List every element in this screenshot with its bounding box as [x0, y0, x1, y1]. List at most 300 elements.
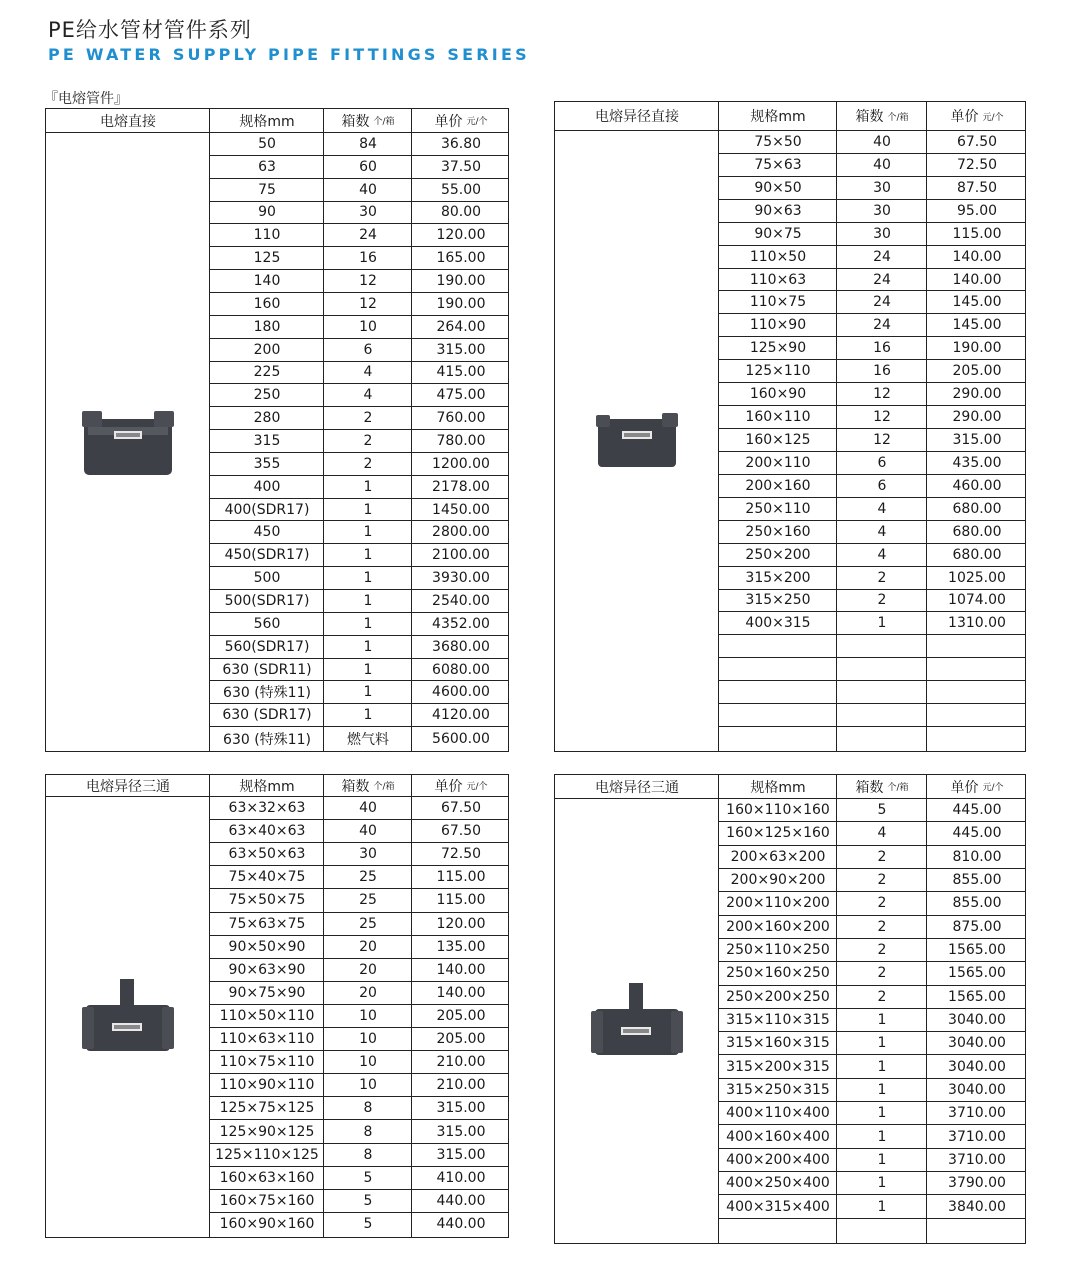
spec-cell: 315×160×315 [726, 1035, 830, 1052]
box-qty-cell: 25 [359, 892, 377, 909]
unit-price-cell: 440.00 [436, 1192, 486, 1209]
table-row [719, 567, 1025, 590]
table-row [719, 246, 1025, 269]
spec-cell: 160×110×160 [726, 802, 830, 819]
unit-price-cell: 190.00 [436, 295, 486, 312]
spec-cell: 630 (特殊11) [223, 685, 311, 702]
spec-cell: 110×63 [749, 271, 807, 288]
table-row [210, 156, 508, 179]
box-qty-cell: 16 [359, 250, 377, 267]
table-row [210, 476, 508, 499]
spec-cell: 315×110×315 [726, 1011, 830, 1028]
spec-cell: 160×63×160 [219, 1169, 315, 1186]
table-row [719, 177, 1025, 200]
box-qty-cell: 20 [359, 961, 377, 978]
unit-price-cell: 1200.00 [432, 455, 490, 472]
box-qty-cell: 20 [359, 938, 377, 955]
spec-cell [719, 727, 837, 750]
box-qty-cell: 5 [877, 802, 887, 819]
table-row [210, 590, 508, 613]
box-qty-cell [837, 658, 927, 680]
box-qty-cell: 1 [363, 661, 373, 678]
box-qty-cell [837, 635, 927, 657]
table-body [210, 133, 508, 751]
table-row [719, 1219, 1025, 1242]
unit-price-cell: 460.00 [952, 477, 1002, 494]
spec-cell: 75×50×75 [228, 892, 306, 909]
header-product-name [46, 109, 210, 132]
box-qty-cell: 5 [363, 1169, 373, 1186]
header-spec [210, 775, 324, 796]
spec-cell: 450 [253, 524, 281, 541]
spec-cell: 400×250×400 [726, 1175, 830, 1192]
box-qty-cell: 84 [359, 135, 377, 152]
unit-price-cell: 95.00 [956, 202, 998, 219]
spec-cell: 125×75×125 [219, 1100, 315, 1117]
spec-cell: 160×125×160 [726, 825, 830, 842]
table-row [210, 636, 508, 659]
spec-cell: 125×90 [749, 340, 807, 357]
table-row [210, 889, 508, 912]
header-spec-label: 规格mm [750, 779, 806, 796]
spec-cell: 160 [253, 295, 281, 312]
column-divider [836, 775, 837, 1243]
table-row [719, 131, 1025, 154]
box-qty-cell: 10 [359, 318, 377, 335]
spec-cell: 250×200×250 [726, 988, 830, 1005]
table-row [719, 916, 1025, 939]
box-qty-cell: 24 [873, 271, 891, 288]
unit-price-cell: 120.00 [436, 227, 486, 244]
header-unit-price-label: 单价 [950, 109, 979, 125]
table-row [210, 247, 508, 270]
table-row [719, 1195, 1025, 1218]
spec-cell: 160×110 [745, 409, 811, 426]
box-qty-cell: 10 [359, 1031, 377, 1048]
unit-price-cell: 120.00 [436, 915, 486, 932]
spec-cell [719, 658, 837, 680]
unit-price-cell: 72.50 [440, 846, 482, 863]
box-qty-cell: 30 [359, 204, 377, 221]
unit-price-cell: 67.50 [440, 800, 482, 817]
spec-cell: 400×200×400 [726, 1151, 830, 1168]
table-row [719, 1172, 1025, 1195]
box-qty-cell: 1 [363, 707, 373, 724]
table-row [719, 544, 1025, 567]
price-table-reducing-tee-left [45, 774, 509, 1238]
unit-price-cell [927, 681, 1027, 703]
box-qty-cell: 1 [363, 615, 373, 632]
table-row [210, 384, 508, 407]
spec-cell: 125 [253, 250, 281, 267]
column-divider [926, 102, 927, 751]
unit-price-cell: 190.00 [952, 340, 1002, 357]
spec-cell: 400(SDR17) [224, 501, 310, 518]
spec-cell: 63×32×63 [228, 800, 306, 817]
unit-price-cell: 3040.00 [948, 1035, 1006, 1052]
table-row [719, 498, 1025, 521]
table-row [210, 270, 508, 293]
unit-price-cell: 140.00 [436, 984, 486, 1001]
header-box-qty [324, 775, 412, 796]
spec-cell: 250×160×250 [726, 965, 830, 982]
box-qty-cell: 2 [877, 895, 887, 912]
unit-price-cell: 440.00 [436, 1216, 486, 1233]
spec-cell: 125×110×125 [215, 1146, 319, 1163]
spec-cell: 75×63 [754, 156, 802, 173]
unit-price-cell: 205.00 [952, 363, 1002, 380]
unit-price-cell: 315.00 [436, 341, 486, 358]
unit-price-cell: 210.00 [436, 1077, 486, 1094]
unit-price-cell: 3790.00 [948, 1175, 1006, 1192]
table-row [719, 429, 1025, 452]
unit-price-cell: 205.00 [436, 1007, 486, 1024]
box-qty-cell: 10 [359, 1077, 377, 1094]
unit-price-cell: 140.00 [952, 271, 1002, 288]
header-box-qty [324, 109, 412, 132]
header-spec-label: 规格mm [750, 109, 806, 125]
unit-price-cell: 4600.00 [432, 684, 490, 701]
unit-price-cell: 37.50 [440, 158, 482, 175]
table-row [210, 1213, 508, 1236]
unit-price-cell: 780.00 [436, 432, 486, 449]
unit-price-cell: 145.00 [952, 317, 1002, 334]
spec-cell: 160×75×160 [219, 1192, 315, 1209]
table-row [210, 727, 508, 750]
spec-cell: 400×315 [745, 615, 811, 632]
unit-price-cell: 3040.00 [948, 1081, 1006, 1098]
spec-cell: 500 [253, 570, 281, 587]
unit-price-cell [927, 635, 1027, 657]
table-header [555, 102, 1025, 131]
header-product-name-label: 电熔异径三通 [86, 778, 170, 795]
box-qty-cell: 2 [363, 410, 373, 427]
table-row [210, 499, 508, 522]
spec-cell: 355 [253, 455, 281, 472]
table-row [210, 613, 508, 636]
unit-price-cell: 3680.00 [432, 638, 490, 655]
header-product-name-label: 电熔直接 [100, 113, 156, 130]
spec-cell: 125×110 [745, 363, 811, 380]
table-row [719, 314, 1025, 337]
spec-cell: 630 (SDR17) [222, 707, 312, 724]
column-divider [323, 775, 324, 1237]
box-qty-cell: 燃气料 [347, 731, 389, 748]
unit-price-cell: 2540.00 [432, 592, 490, 609]
unit-price-cell: 55.00 [440, 181, 482, 198]
spec-cell: 500(SDR17) [224, 592, 310, 609]
column-divider [718, 102, 719, 751]
section-label: 『电熔管件』 [44, 91, 128, 107]
spec-cell: 75×40×75 [228, 869, 306, 886]
spec-cell: 315×200 [745, 569, 811, 586]
table-row [719, 799, 1025, 822]
unit-price-cell: 680.00 [952, 546, 1002, 563]
table-row [719, 869, 1025, 892]
table-row [210, 843, 508, 866]
unit-price-cell: 1565.00 [948, 942, 1006, 959]
spec-cell: 315 [253, 432, 281, 449]
spec-cell: 225 [253, 364, 281, 381]
table-row [719, 1149, 1025, 1172]
table-body [719, 799, 1025, 1243]
unit-price-cell: 6080.00 [432, 661, 490, 678]
box-qty-cell: 2 [877, 872, 887, 889]
box-qty-cell: 6 [877, 454, 887, 471]
box-qty-cell: 12 [873, 409, 891, 426]
table-row [719, 727, 1025, 750]
box-qty-cell: 1 [363, 570, 373, 587]
table-row [719, 360, 1025, 383]
spec-cell: 200 [253, 341, 281, 358]
header-spec [719, 102, 837, 130]
header-box-qty [837, 102, 927, 130]
table-row [719, 475, 1025, 498]
table-row [210, 1190, 508, 1213]
box-qty-cell: 30 [873, 225, 891, 242]
header-unit-price-unit: 元/个 [466, 117, 488, 127]
table-row [210, 521, 508, 544]
table-row [719, 383, 1025, 406]
spec-cell: 50 [258, 135, 276, 152]
box-qty-cell: 4 [877, 825, 887, 842]
box-qty-cell: 1 [363, 524, 373, 541]
box-qty-cell: 24 [873, 317, 891, 334]
unit-price-cell: 115.00 [436, 869, 486, 886]
spec-cell: 200×110 [745, 454, 811, 471]
box-qty-cell: 4 [363, 387, 373, 404]
unit-price-cell: 145.00 [952, 294, 1002, 311]
box-qty-cell: 30 [359, 846, 377, 863]
page-subtitle-english: PE WATER SUPPLY PIPE FITTINGS SERIES [48, 45, 530, 64]
unit-price-cell: 140.00 [952, 248, 1002, 265]
box-qty-cell [837, 681, 927, 703]
box-qty-cell: 6 [363, 341, 373, 358]
unit-price-cell: 210.00 [436, 1054, 486, 1071]
unit-price-cell: 36.80 [440, 135, 482, 152]
table-row [210, 179, 508, 202]
table-row [719, 1125, 1025, 1148]
box-qty-cell: 1 [877, 1011, 887, 1028]
spec-cell: 75×50 [754, 133, 802, 150]
box-qty-cell: 2 [877, 569, 887, 586]
column-divider [209, 109, 210, 751]
unit-price-cell: 115.00 [952, 225, 1002, 242]
header-spec-label: 规格mm [239, 113, 295, 130]
header-box-qty-label: 箱数 [855, 779, 884, 796]
box-qty-cell: 8 [363, 1123, 373, 1140]
header-unit-price [927, 775, 1027, 798]
table-row [719, 704, 1025, 727]
box-qty-cell: 12 [873, 386, 891, 403]
tee-fitting-icon [591, 983, 683, 1059]
spec-cell: 90×63 [754, 202, 802, 219]
box-qty-cell: 2 [877, 942, 887, 959]
spec-cell: 110×63×110 [219, 1031, 315, 1048]
header-unit-price-label: 单价 [434, 113, 463, 130]
spec-cell: 315×250 [745, 592, 811, 609]
unit-price-cell [927, 704, 1027, 726]
table-row [719, 846, 1025, 869]
coupler-fitting-icon [82, 407, 174, 477]
spec-cell: 250×110×250 [726, 942, 830, 959]
box-qty-cell: 60 [359, 158, 377, 175]
table-row [210, 820, 508, 843]
unit-price-cell [927, 1219, 1027, 1242]
spec-cell: 140 [253, 273, 281, 290]
table-row [210, 1097, 508, 1120]
box-qty-cell: 30 [873, 202, 891, 219]
unit-price-cell: 2178.00 [432, 478, 490, 495]
spec-cell [719, 1219, 837, 1242]
table-row [210, 913, 508, 936]
spec-cell: 63×50×63 [228, 846, 306, 863]
spec-cell: 110×75 [749, 294, 807, 311]
unit-price-cell: 680.00 [952, 500, 1002, 517]
unit-price-cell: 205.00 [436, 1031, 486, 1048]
table-header [555, 775, 1025, 799]
spec-cell: 250 [253, 387, 281, 404]
unit-price-cell: 410.00 [436, 1169, 486, 1186]
spec-cell: 90×75×90 [228, 984, 306, 1001]
table-row [210, 959, 508, 982]
table-row [719, 154, 1025, 177]
spec-cell: 75×63×75 [228, 915, 306, 932]
table-row [210, 704, 508, 727]
table-row [210, 1028, 508, 1051]
box-qty-cell: 16 [873, 363, 891, 380]
box-qty-cell: 40 [873, 156, 891, 173]
box-qty-cell: 1 [363, 592, 373, 609]
table-row [210, 316, 508, 339]
spec-cell: 90×50×90 [228, 938, 306, 955]
spec-cell: 400×110×400 [726, 1105, 830, 1122]
box-qty-cell: 24 [359, 227, 377, 244]
box-qty-cell: 1 [363, 638, 373, 655]
header-product-name [555, 102, 719, 130]
unit-price-cell: 1450.00 [432, 501, 490, 518]
table-row [210, 544, 508, 567]
box-qty-cell: 16 [873, 340, 891, 357]
spec-cell: 200×110×200 [726, 895, 830, 912]
header-box-qty-unit: 个/箱 [373, 117, 395, 127]
box-qty-cell: 1 [877, 615, 887, 632]
box-qty-cell: 6 [877, 477, 887, 494]
header-unit-price-unit: 元/个 [982, 112, 1004, 123]
unit-price-cell: 190.00 [436, 273, 486, 290]
table-header [46, 775, 508, 797]
unit-price-cell: 290.00 [952, 386, 1002, 403]
unit-price-cell: 135.00 [436, 938, 486, 955]
spec-cell: 200×63×200 [730, 848, 826, 865]
box-qty-cell: 1 [877, 1105, 887, 1122]
header-product-name [46, 775, 210, 796]
spec-cell: 560(SDR17) [224, 638, 310, 655]
box-qty-cell: 4 [877, 500, 887, 517]
column-divider [411, 109, 412, 751]
box-qty-cell [837, 727, 927, 750]
header-unit-price-unit: 元/个 [982, 783, 1004, 793]
reducer-fitting-icon [596, 413, 678, 469]
box-qty-cell: 4 [363, 364, 373, 381]
table-row [210, 659, 508, 682]
header-box-qty-unit: 个/箱 [373, 782, 395, 792]
spec-cell: 90×63×90 [228, 961, 306, 978]
table-row [719, 590, 1025, 613]
table-row [210, 1144, 508, 1167]
unit-price-cell: 140.00 [436, 961, 486, 978]
box-qty-cell: 4 [877, 523, 887, 540]
unit-price-cell: 475.00 [436, 387, 486, 404]
spec-cell: 110×90 [749, 317, 807, 334]
unit-price-cell: 315.00 [436, 1146, 486, 1163]
spec-cell: 250×160 [745, 523, 811, 540]
unit-price-cell [927, 658, 1027, 680]
spec-cell: 400×315×400 [726, 1198, 830, 1215]
spec-cell: 200×90×200 [730, 872, 826, 889]
table-row [210, 936, 508, 959]
spec-cell: 250×200 [745, 546, 811, 563]
table-row [719, 635, 1025, 658]
box-qty-cell: 25 [359, 915, 377, 932]
unit-price-cell: 2100.00 [432, 547, 490, 564]
box-qty-cell: 2 [877, 592, 887, 609]
unit-price-cell: 1074.00 [948, 592, 1006, 609]
unit-price-cell: 80.00 [440, 204, 482, 221]
table-row [719, 337, 1025, 360]
unit-price-cell: 435.00 [952, 454, 1002, 471]
unit-price-cell: 315.00 [436, 1123, 486, 1140]
spec-cell: 90×75 [754, 225, 802, 242]
table-row [210, 982, 508, 1005]
box-qty-cell: 2 [877, 965, 887, 982]
unit-price-cell: 5600.00 [432, 730, 490, 747]
table-row [210, 293, 508, 316]
table-row [719, 1102, 1025, 1125]
product-image-cell [555, 799, 719, 1243]
table-row [719, 939, 1025, 962]
spec-cell: 200×160×200 [726, 918, 830, 935]
spec-cell: 400 [253, 478, 281, 495]
unit-price-cell: 855.00 [952, 872, 1002, 889]
unit-price-cell: 855.00 [952, 895, 1002, 912]
spec-cell: 90 [258, 204, 276, 221]
table-row [719, 822, 1025, 845]
table-body [719, 131, 1025, 751]
table-row [210, 362, 508, 385]
table-row [210, 567, 508, 590]
header-box-qty-label: 箱数 [341, 778, 370, 795]
unit-price-cell: 3840.00 [948, 1198, 1006, 1215]
spec-cell: 160×90 [749, 386, 807, 403]
header-box-qty-label: 箱数 [341, 113, 370, 130]
column-divider [411, 775, 412, 1237]
box-qty-cell: 24 [873, 294, 891, 311]
box-qty-cell: 1 [363, 684, 373, 701]
table-row [210, 1120, 508, 1143]
spec-cell: 110×50 [749, 248, 807, 265]
table-row [210, 866, 508, 889]
box-qty-cell: 1 [877, 1151, 887, 1168]
table-row [719, 962, 1025, 985]
table-row [719, 1055, 1025, 1078]
spec-cell: 450(SDR17) [224, 547, 310, 564]
table-row [719, 681, 1025, 704]
spec-cell: 125×90×125 [219, 1123, 315, 1140]
header-product-name-label: 电熔异径三通 [595, 779, 679, 796]
table-body [210, 797, 508, 1237]
table-row [719, 612, 1025, 635]
